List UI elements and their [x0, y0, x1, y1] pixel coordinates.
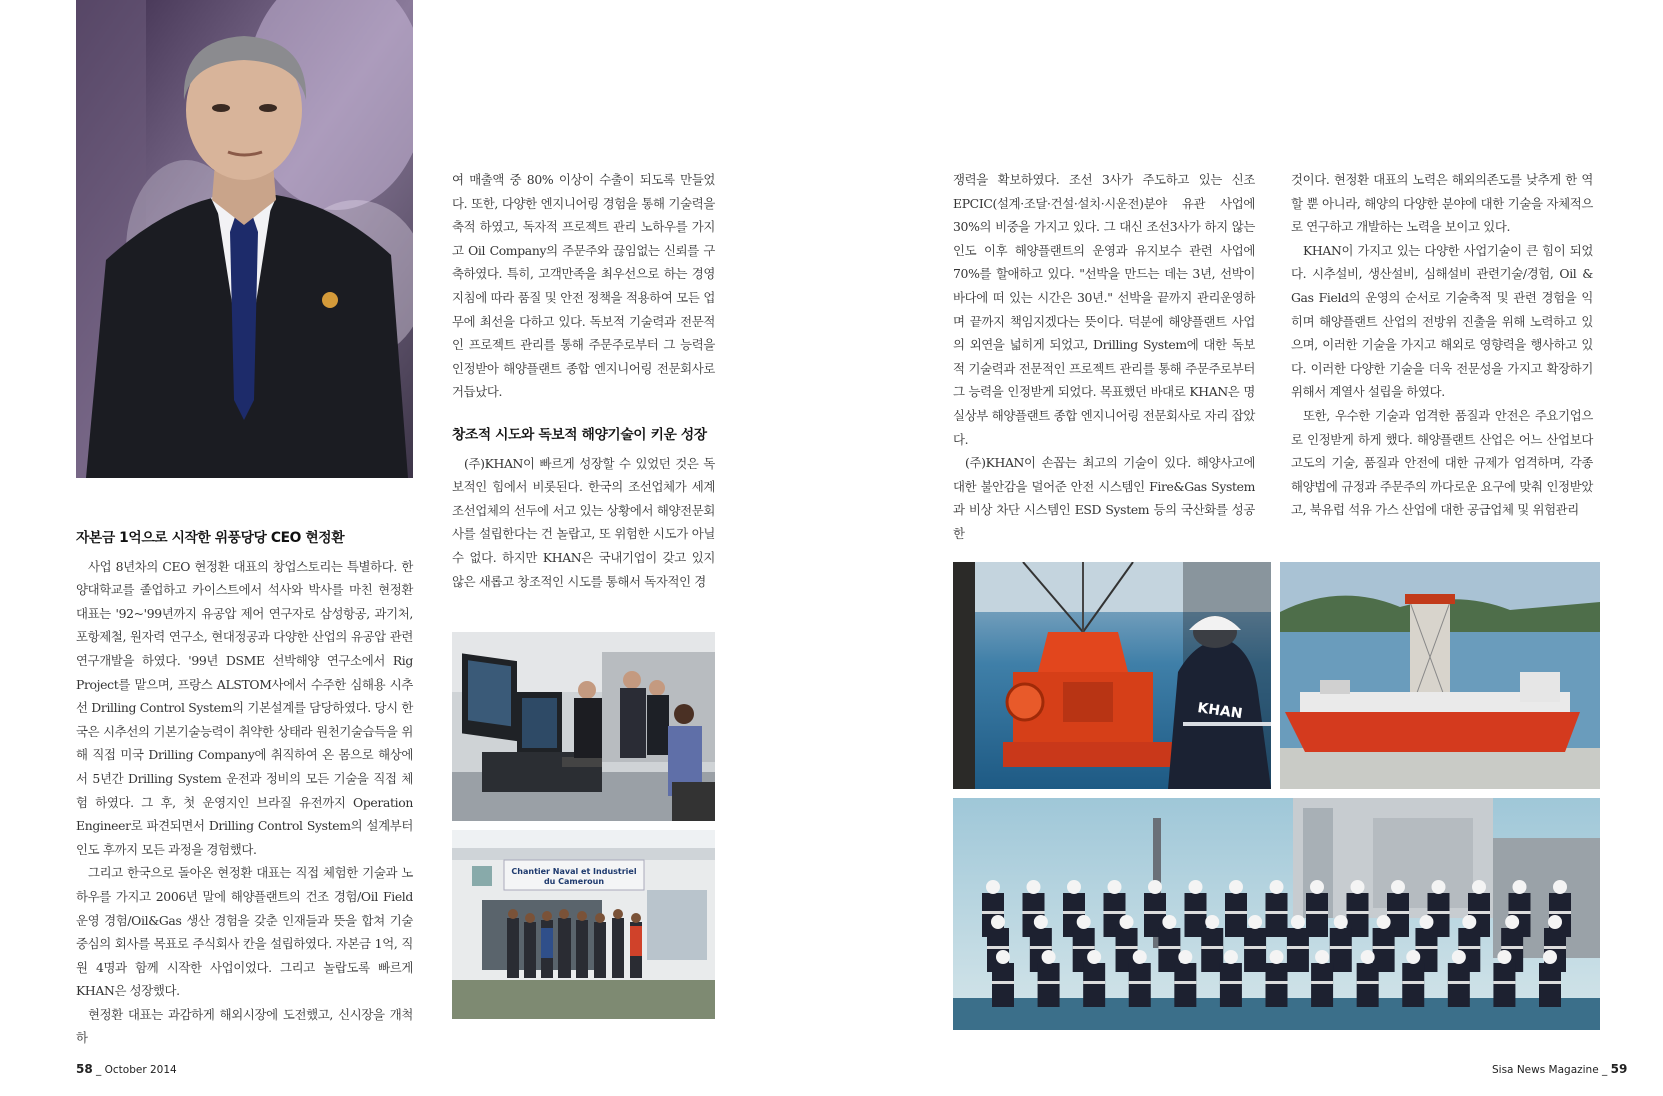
- crew-member: [1402, 963, 1424, 1007]
- hard-hat: [1087, 950, 1101, 964]
- hard-hat: [1472, 880, 1486, 894]
- hard-hat: [1248, 915, 1262, 929]
- hard-hat: [1462, 915, 1476, 929]
- reflective-stripe: [1387, 911, 1409, 914]
- hard-hat: [1229, 880, 1243, 894]
- hard-hat: [1178, 950, 1192, 964]
- hard-hat: [991, 915, 1005, 929]
- hard-hat: [1205, 915, 1219, 929]
- crew-member: [1244, 928, 1266, 972]
- building-sign-line2: du Cameroun: [543, 877, 605, 886]
- crew-member: [1225, 893, 1247, 937]
- crew-member: [1306, 893, 1328, 937]
- crew-member: [1174, 963, 1196, 1007]
- left-column-2: [452, 168, 715, 593]
- reflective-stripe: [1539, 981, 1561, 984]
- hard-hat: [986, 880, 1000, 894]
- hard-hat: [1377, 915, 1391, 929]
- page-number: 59: [1610, 1062, 1628, 1076]
- reflective-stripe: [1428, 911, 1450, 914]
- reflective-stripe: [1129, 981, 1151, 984]
- hard-hat: [1077, 915, 1091, 929]
- section-title: 자본금 1억으로 시작한 위풍당당 CEO 현정환: [76, 530, 345, 546]
- hard-hat: [1553, 880, 1567, 894]
- paragraph: 또한, 우수한 기술과 엄격한 품질과 안전은 주요기업으로 인정받게 하게 했다. 해양플랜트 산업은 어느 산업보다 고도의 기술, 품질과 안전에 대한 규제가 엄격하며, 각종 해양법에 규정과 주문주의 까다로운 요구에 맞춰 인정받았고, 북유럽 석유 가스 산업에 대한 공급업체 및 위험관리: [1291, 407, 1593, 518]
- reflective-stripe: [1220, 981, 1242, 984]
- hard-hat: [1270, 880, 1284, 894]
- hard-hat: [1315, 950, 1329, 964]
- hard-hat: [1432, 880, 1446, 894]
- reflective-stripe: [1402, 981, 1424, 984]
- reflective-stripe: [1244, 946, 1266, 949]
- right-column-4: [1291, 168, 1593, 522]
- reflective-stripe: [1266, 981, 1288, 984]
- reflective-stripe: [1287, 946, 1309, 949]
- hard-hat: [996, 950, 1010, 964]
- crew-group-photo: [953, 798, 1600, 1030]
- hard-hat: [1419, 915, 1433, 929]
- hard-hat: [1452, 950, 1466, 964]
- crew-member: [1129, 963, 1151, 1007]
- reflective-stripe: [1448, 981, 1470, 984]
- crew-member: [1311, 963, 1333, 1007]
- reflective-stripe: [982, 911, 1004, 914]
- reflective-stripe: [1104, 911, 1126, 914]
- hard-hat: [1270, 950, 1284, 964]
- reflective-stripe: [1201, 946, 1223, 949]
- hard-hat: [1133, 950, 1147, 964]
- reflective-stripe: [1030, 946, 1052, 949]
- control-room-photo: [452, 632, 715, 821]
- reflective-stripe: [1544, 946, 1566, 949]
- hard-hat: [1224, 950, 1238, 964]
- issue-label: _ October 2014: [96, 1064, 177, 1076]
- left-column-1: [76, 527, 413, 1050]
- building-sign-line1: Chantier Naval et Industriel: [511, 867, 637, 876]
- paragraph: (주)KHAN이 손꼽는 최고의 기술이 있다. 해양사고에 대한 불안감을 덜어준 안전 시스템인 Fire&Gas System과 비상 차단 시스템인 ESD System 등의 국산화를 성공한: [953, 455, 1255, 541]
- hard-hat: [1042, 950, 1056, 964]
- paragraph: 여 매출액 중 80% 이상이 수출이 되도록 만들었다. 또한, 다양한 엔지니어링 경험을 통해 기술력을 축적 하였고, 독자적 프로젝트 관리 노하우를 가지고 Oil Company의 주문주와 끊임없는 신뢰를 구축하였다. 특히, 고객만족을 최우선으로 하는 경영지침에 따라 품질 및 안전 정책을 적용하여 모든 업무에 최선을 다하고 있다. 독보적 기술력과 전문적인 프로젝트 관리를 통해 주문주로부터 그 능력을 인정받아 해양플랜트 종합 엔지니어링 전문회사로 거듭났다.: [452, 172, 715, 400]
- paragraph: 그리고 한국으로 돌아온 현정환 대표는 직접 체험한 기술과 노하우를 가지고 2006년 말에 해양플랜트의 건조 경험/Oil Field 운영 경험/Oil&Gas 생산 경험을 갖춘 인재들과 뜻을 합쳐 기술 중심의 회사를 목표로 주식회사 칸을 설립하였다. 자본금 1억, 직원 4명과 함께 시작한 사업이었다. 그리고 놀랍도록 빠르게 KHAN은 성장했다.: [76, 865, 413, 999]
- hard-hat: [1067, 880, 1081, 894]
- reflective-stripe: [1306, 911, 1328, 914]
- hard-hat: [1034, 915, 1048, 929]
- reflective-stripe: [1023, 911, 1045, 914]
- paragraph: 것이다. 현정환 대표의 노력은 해외의존도를 낮추게 한 역할 뿐 아니라, 해양의 다양한 분야에 대한 기술을 자체적으로 연구하고 개발하는 노력을 보이고 있다.: [1291, 172, 1593, 235]
- reflective-stripe: [1158, 946, 1180, 949]
- hard-hat: [1505, 915, 1519, 929]
- reflective-stripe: [1311, 981, 1333, 984]
- hard-hat: [1406, 950, 1420, 964]
- crew-member: [1083, 963, 1105, 1007]
- reflective-stripe: [1144, 911, 1166, 914]
- drillship-photo: [1280, 562, 1600, 789]
- hard-hat: [1391, 880, 1405, 894]
- hard-hat: [1189, 880, 1203, 894]
- hard-hat: [1513, 880, 1527, 894]
- hard-hat: [1148, 880, 1162, 894]
- hard-hat: [1497, 950, 1511, 964]
- crew-member: [1493, 963, 1515, 1007]
- hard-hat: [1361, 950, 1375, 964]
- reflective-stripe: [1073, 946, 1095, 949]
- left-folio: [76, 1062, 177, 1076]
- page-number: 58: [76, 1062, 93, 1076]
- hard-hat: [1291, 915, 1305, 929]
- hard-hat: [1548, 915, 1562, 929]
- reflective-stripe: [992, 981, 1014, 984]
- reflective-stripe: [1415, 946, 1437, 949]
- reflective-stripe: [1225, 911, 1247, 914]
- hard-hat: [1351, 880, 1365, 894]
- crew-member: [1287, 928, 1309, 972]
- reflective-stripe: [987, 946, 1009, 949]
- reflective-stripe: [1063, 911, 1085, 914]
- crew-member: [1539, 963, 1561, 1007]
- reflective-stripe: [1083, 981, 1105, 984]
- reflective-stripe: [1038, 981, 1060, 984]
- crew-member: [1220, 963, 1242, 1007]
- hard-hat: [1027, 880, 1041, 894]
- crew-member: [1448, 963, 1470, 1007]
- reflective-stripe: [1373, 946, 1395, 949]
- reflective-stripe: [1330, 946, 1352, 949]
- crew-member: [1266, 893, 1288, 937]
- reflective-stripe: [1174, 981, 1196, 984]
- offshore-crane-photo: [953, 562, 1271, 789]
- crew-member: [1038, 963, 1060, 1007]
- hard-hat: [1162, 915, 1176, 929]
- reflective-stripe: [1116, 946, 1138, 949]
- reflective-stripe: [1549, 911, 1571, 914]
- magazine-label: Sisa News Magazine _: [1492, 1064, 1608, 1076]
- right-column-3: [953, 168, 1255, 546]
- crew-member: [992, 963, 1014, 1007]
- hard-hat: [1334, 915, 1348, 929]
- hard-hat: [1120, 915, 1134, 929]
- reflective-stripe: [1458, 946, 1480, 949]
- reflective-stripe: [1468, 911, 1490, 914]
- paragraph: 사업 8년차의 CEO 현정환 대표의 창업스토리는 특별하다. 한양대학교를 졸업하고 카이스트에서 석사와 박사를 마친 현정환 대표는 '92~'99년까지 유공압 제어 연구자로 삼성항공, 과기처, 포항제철, 원자력 연구소, 현대정공과 다양한 산업의 유공압 관련 연구개발을 하였다. '99년 DSME 선박해양 연구소에서 Rig Project를 맡으며, 프랑스 ALSTOM사에서 수주한 심해용 시추선 Drilling Control System의 기본설계를 담당하였다. 당시 한국은 시추선의 기본기술능력이 취약한 상태라 원천기술습득을 위해 직접 미국 Drilling Company에 취직하여 온 몸으로 해상에서 5년간 Drilling System 운전과 정비의 모든 기술을 직접 체험 하였다. 그 후, 첫 운영지인 브라질 유전까지 Operation Engineer로 파견되면서 Drilling Control System의 설계부터 인도 후까지 모든 과정을 경험했다.: [76, 558, 413, 857]
- reflective-stripe: [1493, 981, 1515, 984]
- chantier-building-photo: [452, 830, 715, 1019]
- paragraph: 현정환 대표는 과감하게 해외시장에 도전했고, 신시장을 개척하: [76, 1006, 413, 1046]
- right-folio: [1492, 1062, 1627, 1076]
- reflective-stripe: [1501, 946, 1523, 949]
- subheading: 창조적 시도와 독보적 해양기술이 키운 성장: [452, 426, 707, 443]
- crew-member: [1266, 963, 1288, 1007]
- reflective-stripe: [1266, 911, 1288, 914]
- hard-hat: [1108, 880, 1122, 894]
- hard-hat: [1310, 880, 1324, 894]
- reflective-stripe: [1347, 911, 1369, 914]
- hard-hat: [1543, 950, 1557, 964]
- reflective-stripe: [1509, 911, 1531, 914]
- crew-member: [1357, 963, 1379, 1007]
- paragraph: KHAN이 가지고 있는 다양한 사업기술이 큰 힘이 되었다. 시추설비, 생산설비, 심해설비 관련기술/경험, Oil & Gas Field의 운영의 순서로 기술축적 및 관련 경험을 익히며 해양플랜트 산업의 전방위 진출을 위해 노력하고 있으며, 이러한 기술을 가지고 해외로 영향력을 행사하고 있다. 이러한 다양한 기술을 더욱 전문성을 가지고 확장하기 위해서 계열사 설립을 하였다.: [1291, 242, 1593, 400]
- reflective-stripe: [1185, 911, 1207, 914]
- khan-jacket-label: KHAN: [1196, 700, 1244, 723]
- paragraph: (주)KHAN이 빠르게 성장할 수 있었던 것은 독보적인 힘에서 비롯된다. 한국의 조선업체가 세계 조선업체의 선두에 서고 있는 상황에서 해양전문회사를 설립한다는 건 놀랍고, 또 위험한 시도가 아닐 수 없다. 하지만 KHAN은 국내기업이 갖고 있지 않은 새롭고 창조적인 시도를 통해서 독자적인 경: [452, 455, 715, 589]
- reflective-stripe: [1357, 981, 1379, 984]
- paragraph: 쟁력을 확보하였다. 조선 3사가 주도하고 있는 신조 EPCIC(설계·조달·건설·설치·시운전)분야 유관 사업에 30%의 비중을 가지고 있다. 그 대신 조선3사가 하지 않는 인도 이후 해양플랜트의 운영과 유지보수 관련 사업에 70%를 할애하고 있다. "선박을 만드는 데는 3년, 선박이 바다에 떠 있는 시간은 30년." 선박을 끝까지 관리운영하며 끝까지 책임지겠다는 뜻이다. 덕분에 해양플랜트 사업의 외연을 넓히게 되었고, Drilling System에 대한 독보적 기술력과 전문적인 프로젝트 관리를 통해 주문주로부터 그 능력을 인정받게 되었다. 목표했던 바대로 KHAN은 명실상부 해양플랜트 종합 엔지니어링 전문회사로 자리 잡았다.: [953, 172, 1255, 447]
- portrait-ceo-photo: [76, 0, 413, 478]
